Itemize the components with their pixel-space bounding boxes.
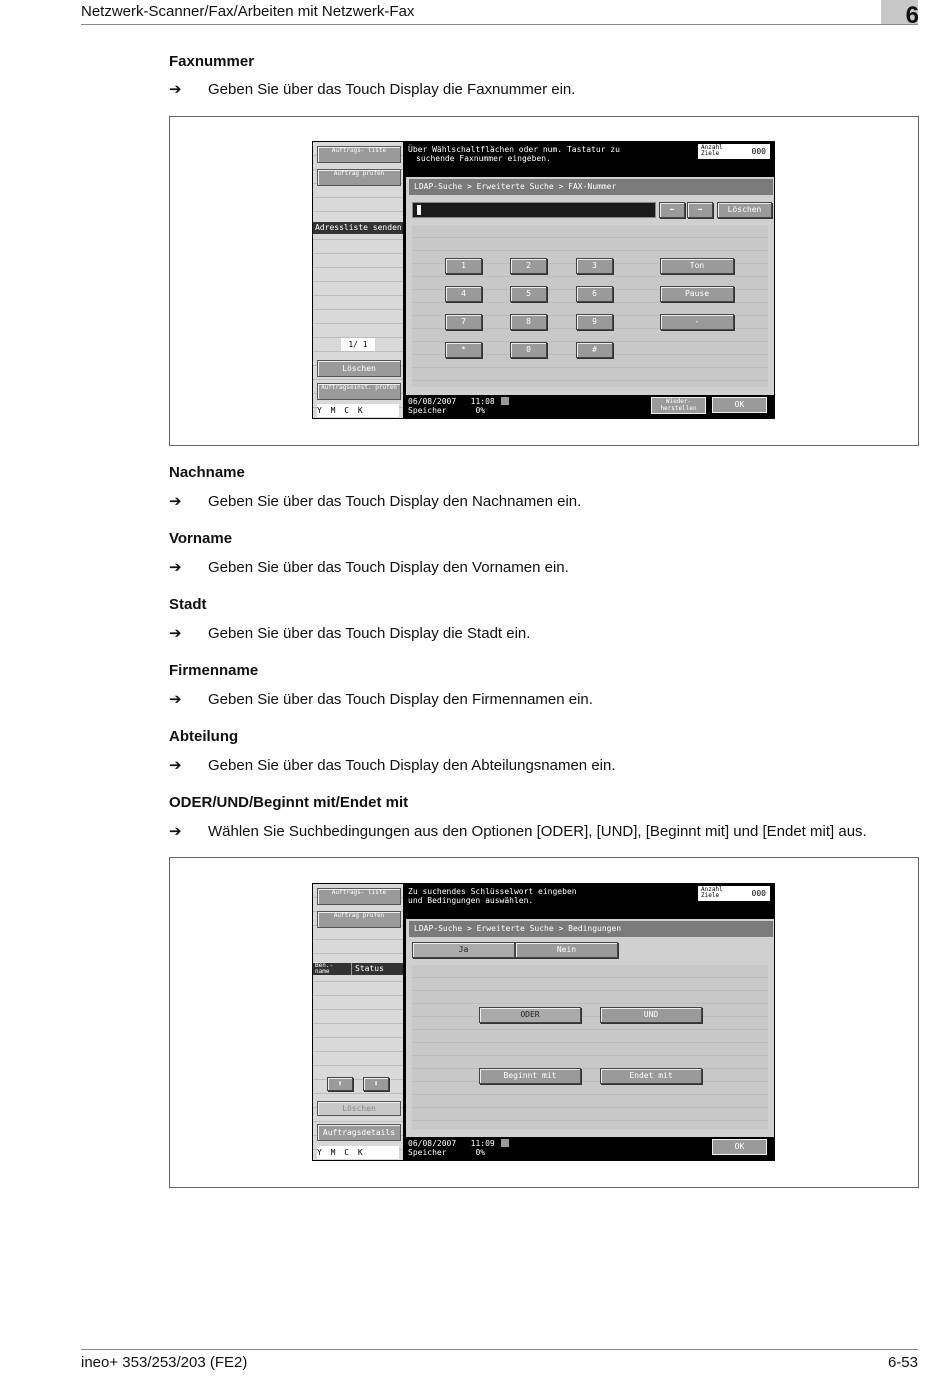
message-line-2: und Bedingungen auswählen. (408, 896, 534, 905)
or-button[interactable]: ODER (479, 1007, 581, 1023)
network-status-icon (501, 1139, 509, 1147)
section-heading-conditions: ODER/UND/Beginnt mit/Endet mit (169, 794, 409, 811)
scroll-up-button[interactable]: ⬆ (327, 1077, 353, 1091)
key-1[interactable]: 1 (445, 258, 482, 274)
begins-with-button[interactable]: Beginnt mit (479, 1068, 581, 1084)
running-header: Netzwerk-Scanner/Fax/Arbeiten mit Netzwerk-Fax (81, 3, 415, 20)
key-star[interactable]: * (445, 342, 482, 358)
key-8[interactable]: 8 (510, 314, 547, 330)
message-line-1: Über Wählschaltflächen oder num. Tastatur zu (408, 145, 620, 154)
cursor-right-button[interactable]: ➡ (687, 202, 713, 218)
arrow-icon: ➔ (169, 559, 182, 576)
page-number: 6-53 (887, 1354, 918, 1371)
footer-model: ineo+ 353/253/203 (FE2) (81, 1354, 248, 1371)
check-settings-button[interactable]: Auftragseinst. prüfen (317, 383, 401, 400)
screenshot-figure-faxnummer (169, 116, 919, 446)
toner-level-indicator (317, 404, 399, 417)
date: 06/08/2007 (408, 397, 457, 406)
counter-label: Anzahl Ziele (701, 144, 723, 157)
check-job-button[interactable]: Auftrag prüfen (317, 911, 401, 928)
counter-value: 000 (751, 889, 766, 898)
instruction-step (169, 756, 616, 774)
and-button[interactable]: UND (600, 1007, 702, 1023)
toner-label: Y M C K (317, 1148, 365, 1157)
arrow-icon: ➔ (169, 493, 182, 510)
page-indicator: 1/ 1 (341, 338, 375, 351)
main-panel (406, 919, 774, 1137)
ok-button[interactable]: OK (712, 397, 767, 413)
instruction-text: Geben Sie über das Touch Display den Firmennamen ein. (208, 691, 593, 708)
left-sidebar (313, 142, 403, 418)
instruction-message (408, 145, 688, 163)
key-2[interactable]: 2 (510, 258, 547, 274)
check-job-button[interactable]: Auftrag prüfen (317, 169, 401, 186)
arrow-icon: ➔ (169, 823, 182, 840)
dash-button[interactable]: - (660, 314, 734, 330)
clear-button[interactable]: Löschen (717, 202, 772, 218)
chapter-number-tab (881, 0, 919, 29)
keypad-area (412, 225, 768, 387)
delete-button[interactable]: Löschen (317, 360, 401, 377)
section-heading-stadt: Stadt (169, 596, 207, 613)
key-4[interactable]: 4 (445, 286, 482, 302)
ends-with-button[interactable]: Endet mit (600, 1068, 702, 1084)
toner-level-indicator (317, 1146, 399, 1159)
column-name: Ben.- name (315, 962, 334, 975)
section-heading-abteilung: Abteilung (169, 728, 239, 745)
breadcrumb: LDAP-Suche > Erweiterte Suche > FAX-Nummer (409, 179, 773, 195)
left-sidebar (313, 884, 403, 1160)
destination-counter (698, 886, 770, 901)
instruction-step (169, 690, 593, 708)
memory-label: Speicher (408, 406, 447, 415)
breadcrumb: LDAP-Suche > Erweiterte Suche > Bedingungen (409, 921, 773, 937)
arrow-icon: ➔ (169, 691, 182, 708)
key-6[interactable]: 6 (576, 286, 613, 302)
arrow-icon: ➔ (169, 81, 182, 98)
cursor-left-button[interactable]: ⬅ (659, 202, 685, 218)
footer-rule (81, 1349, 918, 1350)
destination-counter (698, 144, 770, 159)
instruction-step (169, 80, 575, 98)
key-5[interactable]: 5 (510, 286, 547, 302)
column-status: Status (351, 963, 384, 975)
key-3[interactable]: 3 (576, 258, 613, 274)
arrow-icon: ➔ (169, 625, 182, 642)
job-details-button[interactable]: Auftragsdetails (317, 1124, 401, 1141)
instruction-step (169, 822, 867, 840)
touch-display-screen (312, 883, 775, 1161)
counter-label: Anzahl Ziele (701, 886, 723, 899)
memory-label: Speicher (408, 1148, 447, 1157)
arrow-icon: ➔ (169, 757, 182, 774)
instruction-text: Geben Sie über das Touch Display die Stadt ein. (208, 625, 531, 642)
instruction-text: Geben Sie über das Touch Display den Abteilungsnamen ein. (208, 757, 616, 774)
time: 11:09 (470, 1139, 495, 1148)
key-0[interactable]: 0 (510, 342, 547, 358)
toner-label: Y M C K (317, 406, 365, 415)
section-heading-nachname: Nachname (169, 464, 245, 481)
key-hash[interactable]: # (576, 342, 613, 358)
ok-button[interactable]: OK (712, 1139, 767, 1155)
message-line-1: Zu suchendes Schlüsselwort eingeben (408, 887, 577, 896)
instruction-step (169, 558, 569, 576)
status-bar (408, 1139, 509, 1157)
section-heading-vorname: Vorname (169, 530, 233, 547)
touch-display-screen (312, 141, 775, 419)
chapter-number: 6 (905, 2, 919, 29)
main-panel (406, 177, 774, 395)
network-status-icon (501, 397, 509, 405)
instruction-text: Geben Sie über das Touch Display den Nachnamen ein. (208, 493, 582, 510)
job-list-header (313, 963, 403, 975)
counter-value: 000 (751, 147, 766, 156)
section-heading-firmenname: Firmenname (169, 662, 259, 679)
memory-percent: 0% (475, 1148, 486, 1157)
memory-percent: 0% (475, 406, 486, 415)
message-line-2: suchende Faxnummer eingeben. (416, 154, 551, 163)
scroll-down-button[interactable]: ⬇ (363, 1077, 389, 1091)
instruction-text: Geben Sie über das Touch Display den Vornamen ein. (208, 559, 569, 576)
key-7[interactable]: 7 (445, 314, 482, 330)
conditions-area (412, 965, 768, 1129)
instruction-text: Wählen Sie Suchbedingungen aus den Optionen [ODER], [UND], [Beginnt mit] und [Endet mit] aus. (208, 823, 867, 840)
instruction-step (169, 492, 581, 510)
section-heading-faxnummer: Faxnummer (169, 53, 255, 70)
pause-button[interactable]: Pause (660, 286, 734, 302)
fax-number-input[interactable] (412, 202, 656, 218)
send-address-list-label: Adressliste senden (315, 223, 402, 232)
instruction-step (169, 624, 530, 642)
tone-button[interactable]: Ton (660, 258, 734, 274)
instruction-text: Geben Sie über das Touch Display die Faxnummer ein. (208, 81, 576, 98)
restore-button[interactable]: Wieder- herstellen (651, 397, 706, 414)
key-9[interactable]: 9 (576, 314, 613, 330)
screenshot-figure-conditions (169, 857, 919, 1188)
header-rule (81, 24, 918, 25)
delete-button[interactable]: Löschen (317, 1101, 401, 1116)
job-list-button[interactable]: Auftrags- liste (317, 146, 401, 163)
no-tab[interactable]: Nein (515, 942, 618, 958)
time: 11:08 (470, 397, 495, 406)
text-cursor (417, 205, 421, 215)
status-bar (408, 397, 509, 415)
yes-tab[interactable]: Ja (412, 942, 515, 958)
job-list-button[interactable]: Auftrags- liste (317, 888, 401, 905)
date: 06/08/2007 (408, 1139, 457, 1148)
instruction-message (408, 887, 688, 905)
